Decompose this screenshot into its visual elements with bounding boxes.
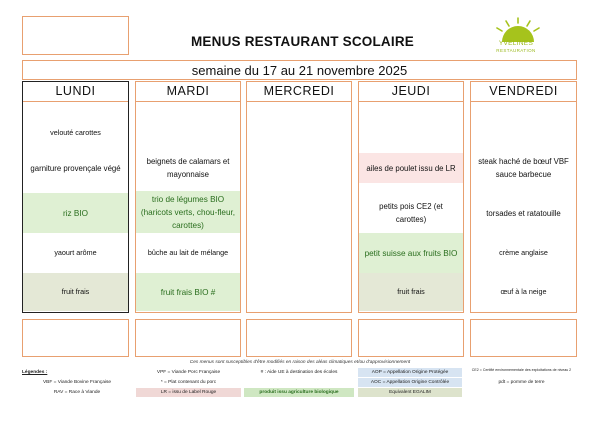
legend-vpf: VPF = Viande Porc Française: [156, 370, 221, 375]
menu-main: ailes de poulet issu de LR: [359, 153, 463, 183]
bottom-cell-lundi: [22, 319, 129, 357]
menu-dairy: bûche au lait de mélange: [147, 248, 229, 257]
menu-dessert: œuf à la neige: [500, 287, 547, 296]
logo-sub: RESTAURATION: [496, 48, 536, 53]
legend-pdt: pdt = pomme de terre: [498, 380, 545, 385]
menu-dairy: crème anglaise: [499, 248, 548, 257]
disclaimer-note: Ces menus sont susceptibles d'être modifiés en raison des aléas climatiques et/ou d'approvisionnement: [189, 360, 411, 365]
legend-ce2: CE2 = Certifié environnementale des exploitations de niveau 2: [471, 368, 572, 372]
logo-text: [480, 40, 552, 54]
day-column-lundi: [22, 81, 129, 313]
menu-dessert: fruit frais: [23, 273, 128, 311]
legend-bio: produit issu agriculture biologique: [244, 388, 354, 397]
menu-dessert: fruit frais BIO #: [136, 273, 240, 311]
menu-starter: [136, 122, 240, 144]
day-header: LUNDI: [23, 82, 128, 102]
legend-aoc: AOC = Appellation Origine Contrôlée: [358, 378, 462, 387]
logo-name: YVELINES: [498, 40, 534, 47]
day-header: JEUDI: [359, 82, 463, 102]
menu-side: torsades et ratatouille: [486, 208, 561, 218]
legend-aop: AOP = Appellation Origine Protégée: [358, 368, 462, 377]
menu-dairy: petit suisse aux fruits BIO: [359, 233, 463, 273]
page-title: MENUS RESTAURANT SCOLAIRE: [190, 34, 414, 49]
day-header: MARDI: [136, 82, 240, 102]
legend-egalim: Equivalent EGALIM: [358, 388, 462, 397]
top-left-box: [22, 16, 129, 55]
bottom-cell-vendredi: [470, 319, 577, 357]
menu-dessert: fruit frais: [359, 273, 463, 311]
menu-dairy: yaourt arôme: [54, 248, 97, 257]
menu-starter: velouté carottes: [50, 128, 101, 137]
menu-main: garniture provençale végé: [30, 163, 121, 173]
day-column-mardi: [135, 81, 241, 313]
day-header: MERCREDI: [247, 82, 351, 102]
day-header: VENDREDI: [471, 82, 576, 102]
legend-porc: * = Plat contenant du porc: [160, 380, 217, 385]
menu-side: trio de légumes BIO (haricots verts, chou-fleur, carottes): [136, 191, 240, 233]
menu-side: riz BIO: [23, 193, 128, 233]
legend-vbf: VBF = Viande Bovine Française: [42, 380, 112, 385]
legend-lr: LR = issu de Label Rouge: [136, 388, 241, 397]
day-column-jeudi: [358, 81, 464, 313]
legend-aide: # : Aide UE à destination des écoles: [260, 370, 338, 375]
menu-main: beignets de calamars et mayonnaise: [146, 157, 230, 179]
day-column-mercredi: [246, 81, 352, 313]
legend-title: Légendes :: [22, 370, 48, 375]
menu-starter: [359, 122, 463, 144]
legend-rav: RAV = Race à Viande: [53, 390, 101, 395]
menu-side: petits pois CE2 (et carottes): [379, 202, 443, 224]
menu-starter: [471, 122, 576, 144]
menu-main: steak haché de bœuf VBF sauce barbecue: [478, 157, 569, 179]
bottom-cell-mardi: [135, 319, 241, 357]
week-banner: semaine du 17 au 21 novembre 2025: [22, 60, 577, 80]
bottom-cell-jeudi: [358, 319, 464, 357]
day-column-vendredi: [470, 81, 577, 313]
bottom-cell-mercredi: [246, 319, 352, 357]
